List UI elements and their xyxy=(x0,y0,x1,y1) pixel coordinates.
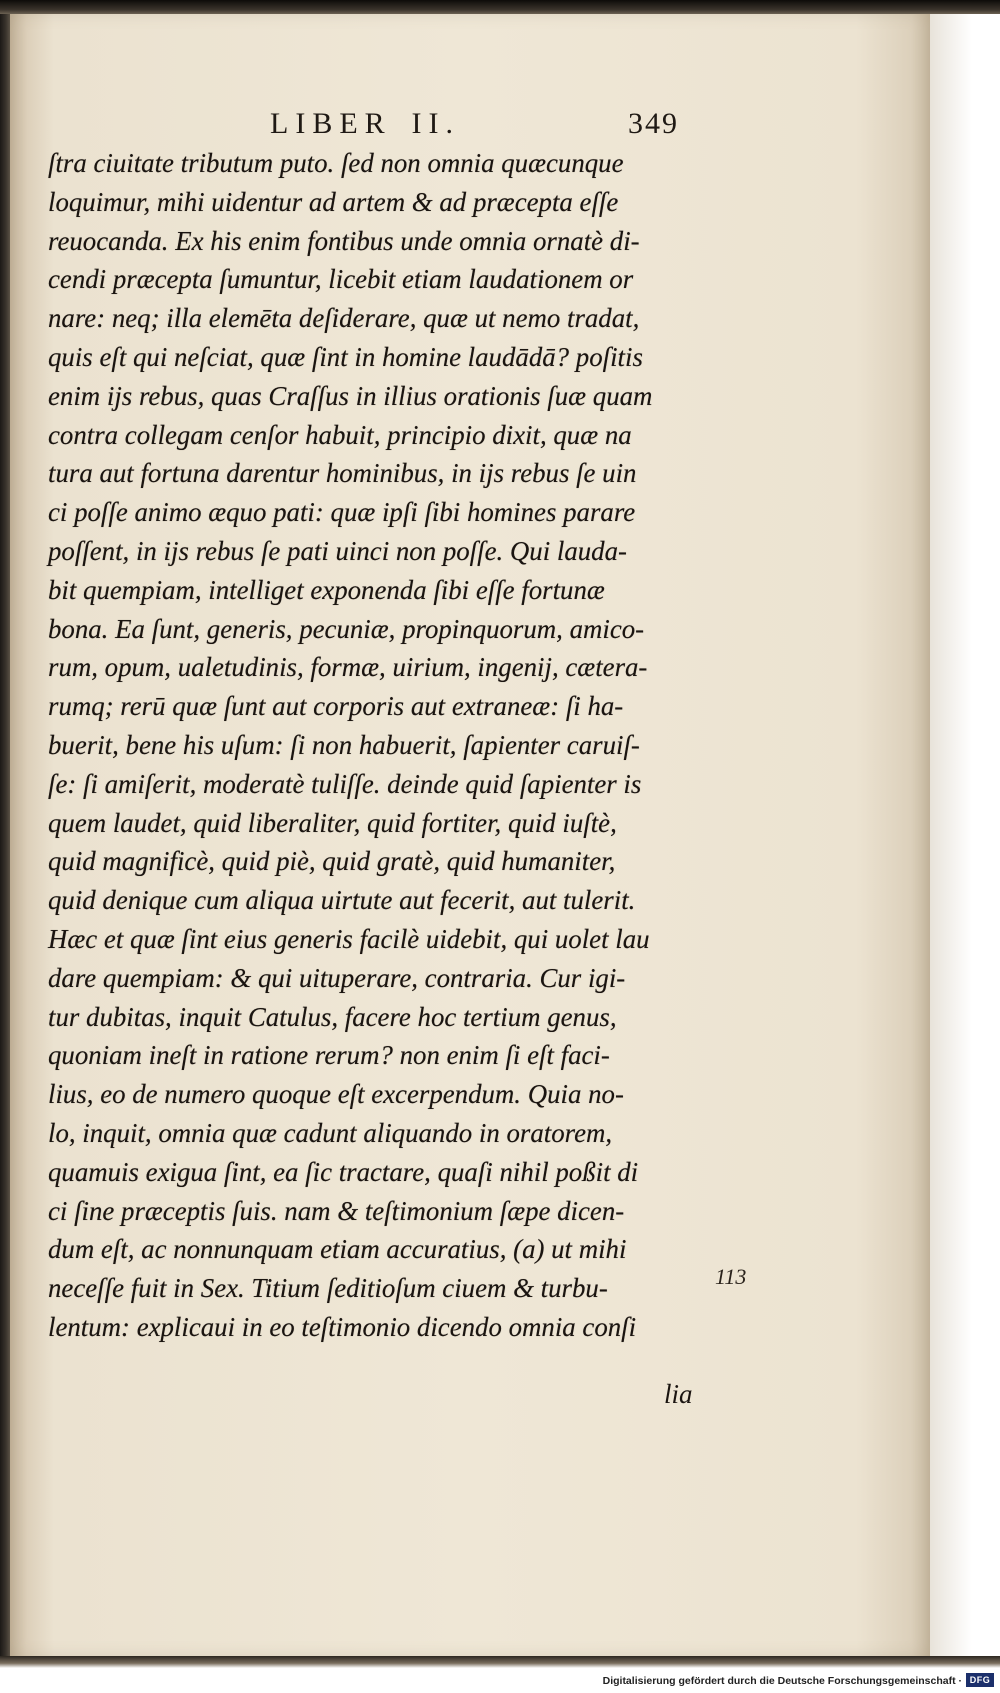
text-line: ci poſſe animo æquo pati: quæ ipſi ſibi homines parare xyxy=(48,497,636,528)
catchword: lia xyxy=(664,1379,693,1409)
text-line: lentum: explicaui in eo teſtimonio dicendo omnia conſi xyxy=(48,1311,637,1342)
marginal-number: 113 xyxy=(715,1264,747,1289)
text-line: cendi præcepta ſumuntur, licebit etiam laudationem or xyxy=(48,264,634,295)
text-line: buerit, bene his uſum: ſi non habuerit, ſapienter caruiſ- xyxy=(48,729,640,760)
text-line: rum, opum, ualetudinis, formæ, uirium, ingenij, cætera- xyxy=(48,652,648,683)
page-number: 349 xyxy=(628,107,679,140)
text-line: ſe: ſi amiſerit, moderatè tuliſſe. deinde quid ſapienter is xyxy=(48,768,642,799)
text-line: tur dubitas, inquit Catulus, facere hoc tertium genus, xyxy=(48,1001,617,1032)
running-head-word: LIBER xyxy=(270,107,392,140)
text-line: Hæc et quæ ſint eius generis facilè uidebit, qui uolet lau xyxy=(48,923,650,954)
text-line: quoniam ineſt in ratione rerum? non enim ſi eſt faci- xyxy=(48,1040,610,1071)
text-line: bit quempiam, intelliget exponenda ſibi eſſe fortunæ xyxy=(48,574,605,605)
text-line: quamuis exigua ſint, ea ſic tractare, quaſi nihil poßit di xyxy=(48,1156,639,1187)
text-line: dum eſt, ac nonnunquam etiam accuratius, (a) ut mihi xyxy=(48,1234,627,1265)
text-line: loquimur, mihi uidentur ad artem & ad præcepta eſſe xyxy=(48,186,619,217)
text-line: neceſſe fuit in Sex. Titium ſeditioſum ciuem & turbu- xyxy=(48,1273,608,1304)
running-head-word: II. xyxy=(411,107,460,140)
dfg-logo: DFG xyxy=(966,1673,994,1687)
text-line: bona. Ea ſunt, generis, pecuniæ, propinquorum, amico- xyxy=(48,613,645,644)
running-head xyxy=(270,104,460,144)
text-line: nare: neq; illa elemēta deſiderare, quæ ut nemo tradat, xyxy=(48,303,640,334)
text-line: tura aut fortuna darentur hominibus, in ijs rebus ſe uin xyxy=(48,458,637,489)
text-line: quid magnificè, quid piè, quid gratè, quid humaniter, xyxy=(48,846,616,877)
text-line: reuocanda. Ex his enim fontibus unde omnia ornatè di- xyxy=(48,225,640,256)
footer-credit: Digitalisierung gefördert durch die Deutsche Forschungsgemeinschaft · xyxy=(602,1675,962,1687)
text-line: quis eſt qui neſciat, quæ ſint in homine laudādā? poſitis xyxy=(48,341,643,372)
text-line: lo, inquit, omnia quæ cadunt aliquando in oratorem, xyxy=(48,1117,613,1148)
text-line: rumq; rerū quæ ſunt aut corporis aut extraneæ: ſi ha- xyxy=(48,691,624,722)
text-line: ci ſine præceptis ſuis. nam & teſtimonium ſæpe dicen- xyxy=(48,1195,625,1226)
page-edge-shadow xyxy=(930,10,1000,1660)
text-line: enim ijs rebus, quas Craſſus in illius orationis ſuæ quam xyxy=(48,380,653,411)
text-line: dare quempiam: & qui uituperare, contraria. Cur igi- xyxy=(48,962,626,993)
text-line: poſſent, in ijs rebus ſe pati uinci non poſſe. Qui lauda- xyxy=(48,535,627,566)
text-line: quem laudet, quid liberaliter, quid fortiter, quid iuſtè, xyxy=(48,807,617,838)
binding-edge xyxy=(0,0,10,1668)
text-line: ſtra ciuitate tributum puto. ſed non omnia quæcunque xyxy=(48,148,624,178)
top-edge xyxy=(0,0,1000,14)
text-line: lius, eo de numero quoque eſt excerpendum. Quia no- xyxy=(48,1079,624,1110)
text-block xyxy=(48,144,708,1347)
text-line: contra collegam cenſor habuit, principio dixit, quæ na xyxy=(48,419,632,450)
text-line: quid denique cum aliqua uirtute aut fecerit, aut tulerit. xyxy=(48,885,636,916)
bottom-edge xyxy=(0,1656,1000,1668)
